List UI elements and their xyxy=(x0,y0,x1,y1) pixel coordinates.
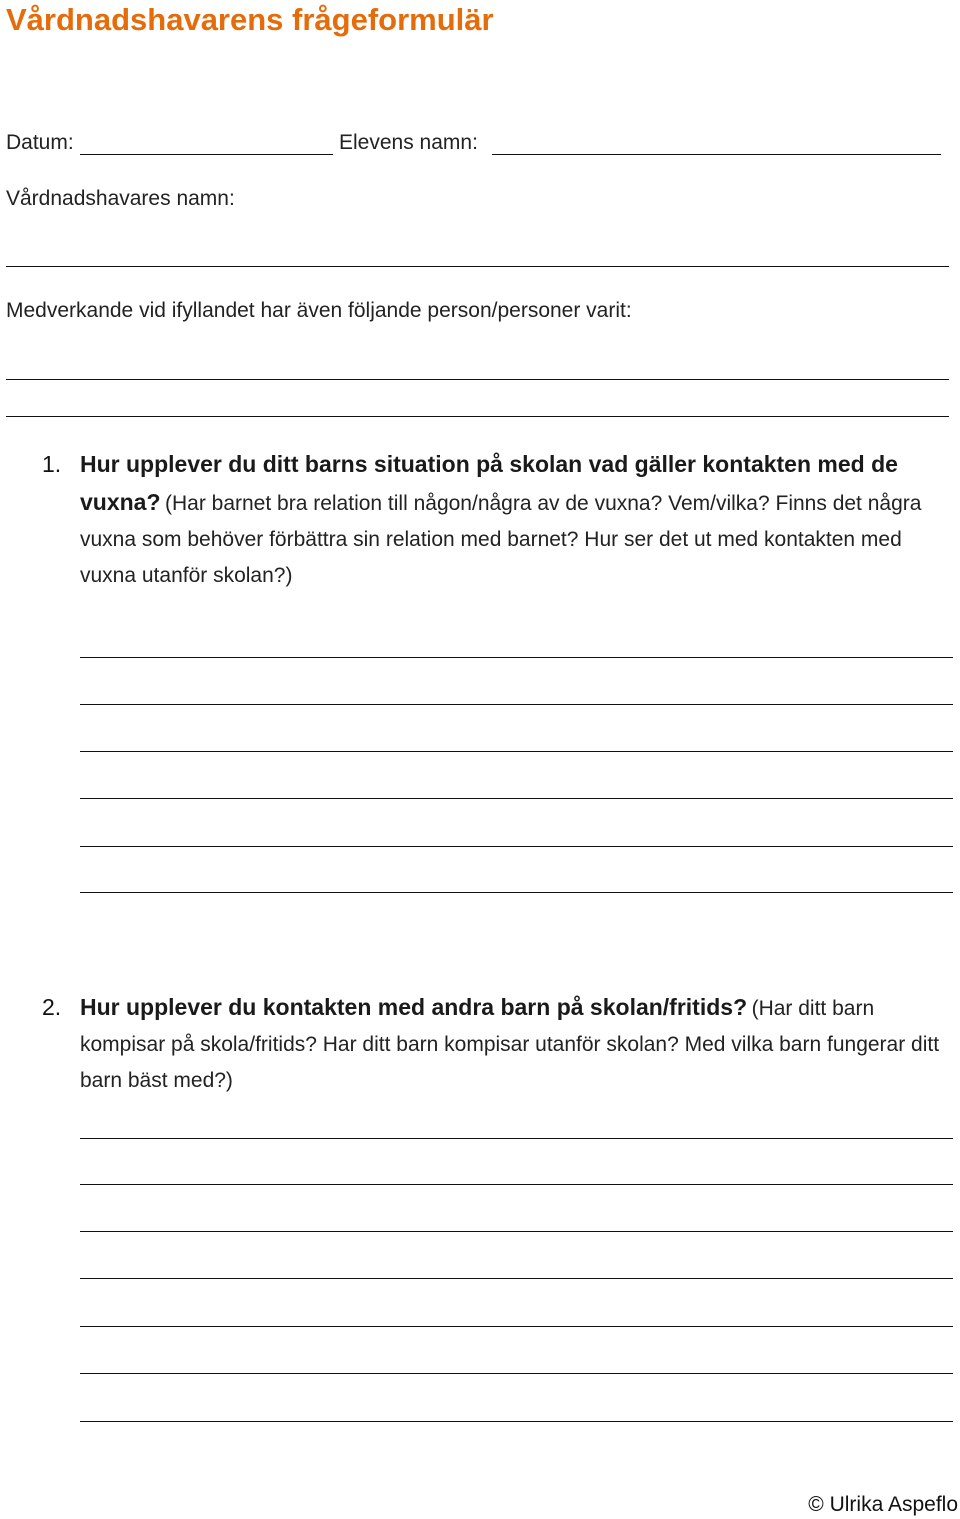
question-1-hint: (Har barnet bra relation till någon/några av de vuxna? Vem/vilka? Finns det några vuxna som behöver förbättra sin relation med barnet? Hur ser det ut med kontakten med vuxna utanför skolan?) xyxy=(80,492,922,587)
question-2-hint: (Har ditt barn kompisar på skola/fritids? Har ditt barn kompisar utanför skolan? Med vilka barn fungerar ditt barn bäst med?) xyxy=(80,997,940,1092)
question-2-text: Hur upplever du kontakten med andra barn på skolan/fritids? xyxy=(80,994,748,1020)
answer-2-line-5[interactable] xyxy=(80,1326,953,1327)
question-2 xyxy=(80,988,955,1099)
page-title: Vårdnadshavarens frågeformulär xyxy=(6,2,494,37)
answer-1-line-3[interactable] xyxy=(80,751,953,752)
answer-1-line-5[interactable] xyxy=(80,846,953,847)
guardian-name-label: Vårdnadshavares namn: xyxy=(6,187,235,210)
student-name-label: Elevens namn: xyxy=(339,131,478,154)
participants-field-line-2[interactable] xyxy=(6,416,949,417)
question-1-text: Hur upplever du ditt barns situation på skolan vad gäller kontakten med de vuxna? xyxy=(80,451,898,515)
answer-2-line-7[interactable] xyxy=(80,1421,953,1422)
question-1 xyxy=(80,445,955,594)
answer-2-line-6[interactable] xyxy=(80,1373,953,1374)
answer-1-line-4[interactable] xyxy=(80,798,953,799)
date-label: Datum: xyxy=(6,131,74,154)
question-2-number: 2. xyxy=(42,994,62,1020)
participants-label: Medverkande vid ifyllandet har även följande person/personer varit: xyxy=(6,299,632,322)
answer-1-line-1[interactable] xyxy=(80,657,953,658)
answer-2-line-3[interactable] xyxy=(80,1231,953,1232)
participants-field-line-1[interactable] xyxy=(6,379,949,380)
question-1-number: 1. xyxy=(42,451,62,477)
answer-1-line-6[interactable] xyxy=(80,892,953,893)
copyright-footer: © Ulrika Aspeflo xyxy=(808,1493,958,1516)
student-name-field[interactable] xyxy=(492,154,941,155)
date-field[interactable] xyxy=(80,154,333,155)
answer-2-line-1[interactable] xyxy=(80,1138,953,1139)
answer-2-line-4[interactable] xyxy=(80,1278,953,1279)
guardian-name-field[interactable] xyxy=(6,266,949,267)
answer-1-line-2[interactable] xyxy=(80,704,953,705)
answer-2-line-2[interactable] xyxy=(80,1184,953,1185)
